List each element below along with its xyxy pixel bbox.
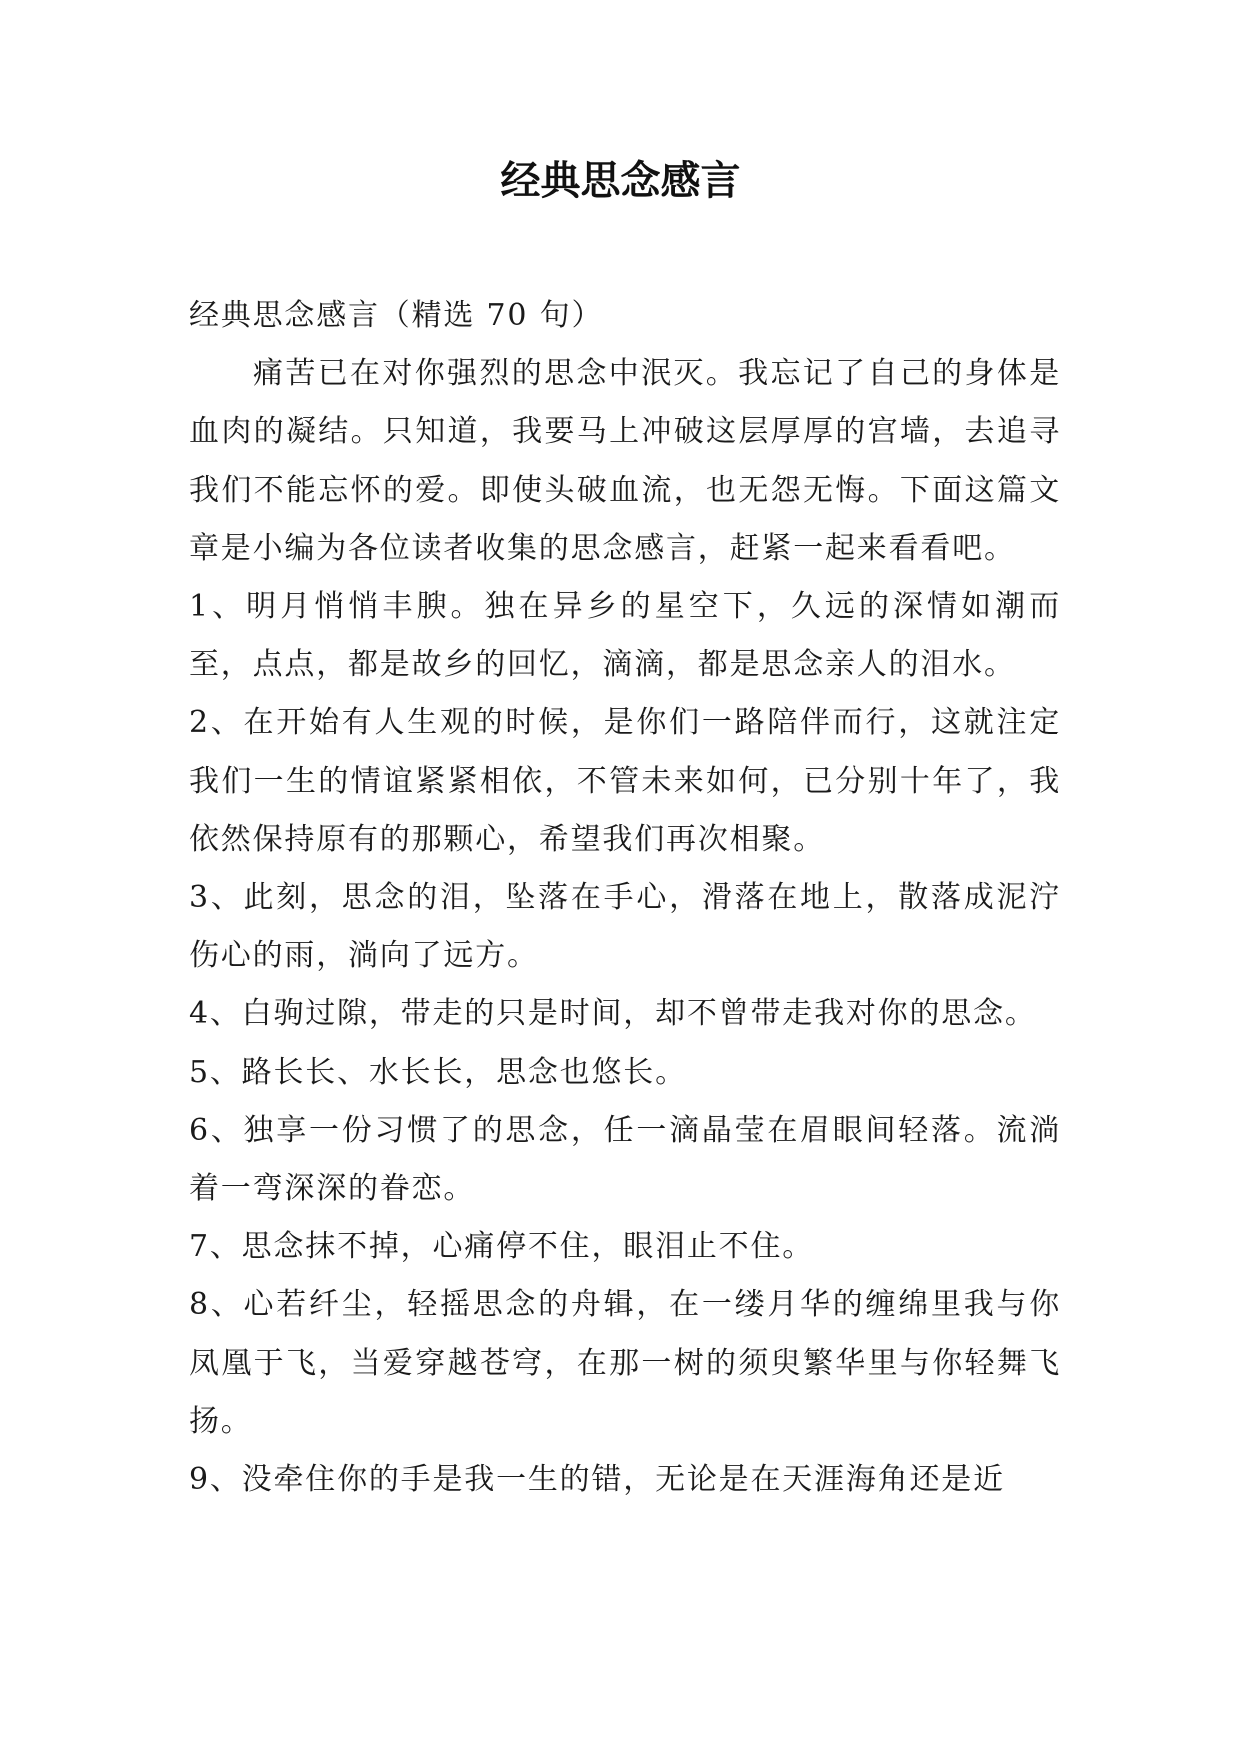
quote-item: 8、心若纤尘，轻摇思念的舟辑，在一缕月华的缠绵里我与你凤凰于飞，当爱穿越苍穹，在那一树的须臾繁华里与你轻舞飞扬。: [189, 1287, 1061, 1439]
document-body: [189, 287, 1061, 1509]
quote-item: 3、此刻，思念的泪，坠落在手心，滑落在地上，散落成泥泞伤心的雨，淌向了远方。: [189, 880, 1061, 974]
quote-item: 7、思念抹不掉，心痛停不住，眼泪止不住。: [189, 1229, 815, 1265]
document-title: 经典思念感言: [500, 157, 741, 204]
intro-paragraph: 痛苦已在对你强烈的思念中泯灭。我忘记了自己的身体是血肉的凝结。只知道，我要马上冲破这层厚厚的宫墙，去追寻我们不能忘怀的爱。即使头破血流，也无怨无悔。下面这篇文章是小编为各位读者收集的思念感言，赶紧一起来看看吧。: [189, 356, 1061, 566]
quote-item: 6、独享一份习惯了的思念，任一滴晶莹在眉眼间轻落。流淌着一弯深深的眷恋。: [189, 1112, 1061, 1207]
quote-item: 1、明月悄悄丰腴。独在异乡的星空下，久远的深情如潮而至，点点，都是故乡的回忆，滴滴，都是思念亲人的泪水。: [189, 589, 1061, 683]
quote-item: 9、没牵住你的手是我一生的错，无论是在天涯海角还是近: [189, 1462, 1005, 1498]
quote-item: 2、在开始有人生观的时候，是你们一路陪伴而行，这就注定我们一生的情谊紧紧相依，不管未来如何，已分别十年了，我依然保持原有的那颗心，希望我们再次相聚。: [189, 705, 1061, 857]
quote-item: 4、白驹过隙，带走的只是时间，却不曾带走我对你的思念。: [189, 996, 1037, 1032]
quote-item: 5、路长长、水长长，思念也悠长。: [189, 1054, 687, 1090]
document-subtitle: 经典思念感言（精选 70 句）: [189, 298, 604, 333]
